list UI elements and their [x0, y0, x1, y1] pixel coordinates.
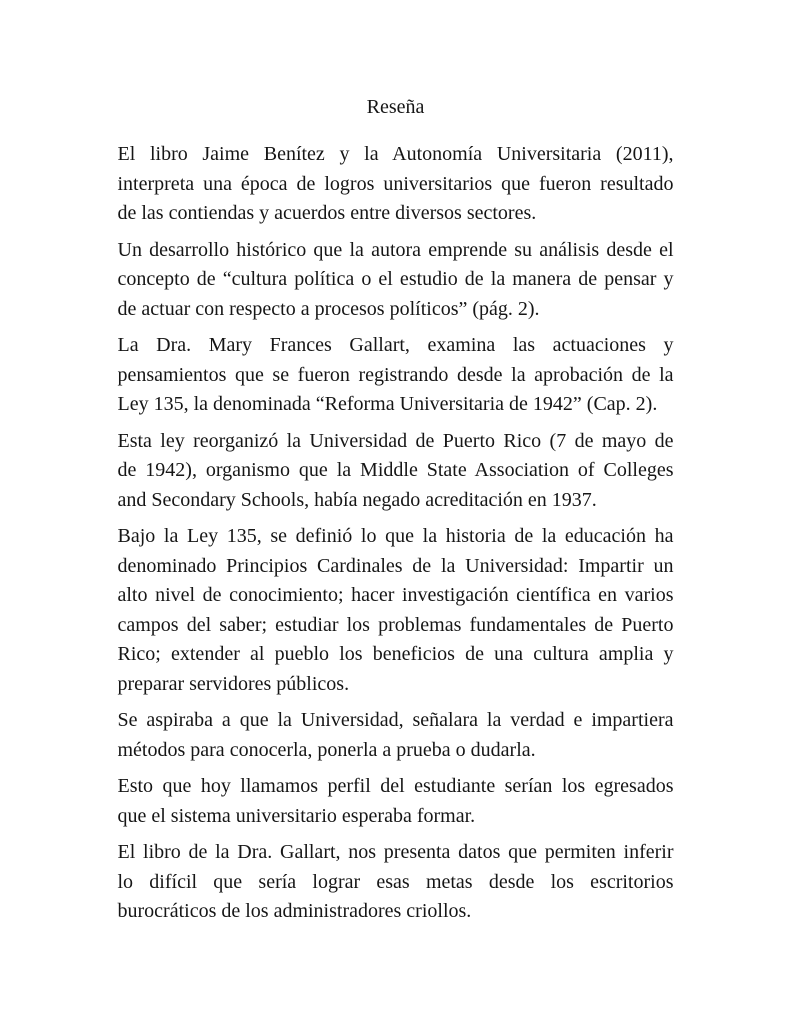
text-line: El libro de la Dra. Gallart, nos presenta datos que permiten inferir — [117, 841, 674, 863]
text-line: Un desarrollo histórico que la autora emprende su análisis desde el — [117, 238, 674, 261]
text-line: Esto que hoy llamamos perfil del estudiante serían los egresados — [117, 775, 674, 797]
text-line: El libro Jaime Benítez y la Autonomía Universitaria (2011), — [117, 143, 674, 165]
text-line: lo difícil que sería lograr esas metas desde los escritorios — [117, 870, 674, 893]
text-line: Se aspiraba a que la Universidad, señalara la verdad e impartiera — [117, 709, 674, 731]
text-line: denominado Principios Cardinales de la Universidad: Impartir un — [117, 554, 674, 577]
text-line: que el sistema universitario esperaba formar. — [117, 804, 476, 827]
text-line: métodos para conocerla, ponerla a prueba o dudarla. — [117, 738, 536, 761]
paragraph-2 — [118, 236, 674, 325]
text-line: de las contiendas y acuerdos entre diversos sectores. — [117, 202, 537, 224]
document-title: Reseña — [366, 96, 425, 118]
text-line: interpreta una época de logros universitarios que fueron resultado — [117, 172, 674, 195]
document-body — [118, 140, 674, 927]
text-line: Ley 135, la denominada “Reforma Universitaria de 1942” (Cap. 2). — [117, 393, 658, 415]
text-line: Esta ley reorganizó la Universidad de Puerto Rico (7 de mayo de — [117, 429, 674, 452]
text-line: concepto de “cultura política o el estudio de la manera de pensar y — [117, 268, 674, 290]
text-line: burocráticos de los administradores criollos. — [117, 900, 472, 922]
text-line: de actuar con respecto a procesos políticos” (pág. 2). — [117, 297, 540, 320]
text-line: and Secondary Schools, había negado acreditación en 1937. — [117, 488, 597, 511]
text-line: Bajo la Ley 135, se definió lo que la historia de la educación ha — [117, 525, 674, 547]
text-line: campos del saber; estudiar los problemas fundamentales de Puerto — [117, 613, 674, 636]
text-line: La Dra. Mary Frances Gallart, examina las actuaciones y — [117, 334, 674, 356]
paragraph-7 — [118, 772, 674, 831]
text-line: pensamientos que se fueron registrando desde la aprobación de la — [117, 363, 674, 386]
paragraph-8 — [118, 838, 674, 927]
text-line: de 1942), organismo que la Middle State Association of Colleges — [117, 459, 674, 481]
paragraph-6 — [118, 706, 674, 765]
paragraph-5 — [118, 522, 674, 699]
text-line: preparar servidores públicos. — [117, 672, 350, 695]
paragraph-1 — [118, 140, 674, 229]
text-line: alto nivel de conocimiento; hacer investigación científica en varios — [117, 584, 674, 606]
paragraph-4 — [118, 427, 674, 516]
text-line: Rico; extender al pueblo los beneficios de una cultura amplia y — [117, 643, 674, 665]
paragraph-3 — [118, 331, 674, 420]
